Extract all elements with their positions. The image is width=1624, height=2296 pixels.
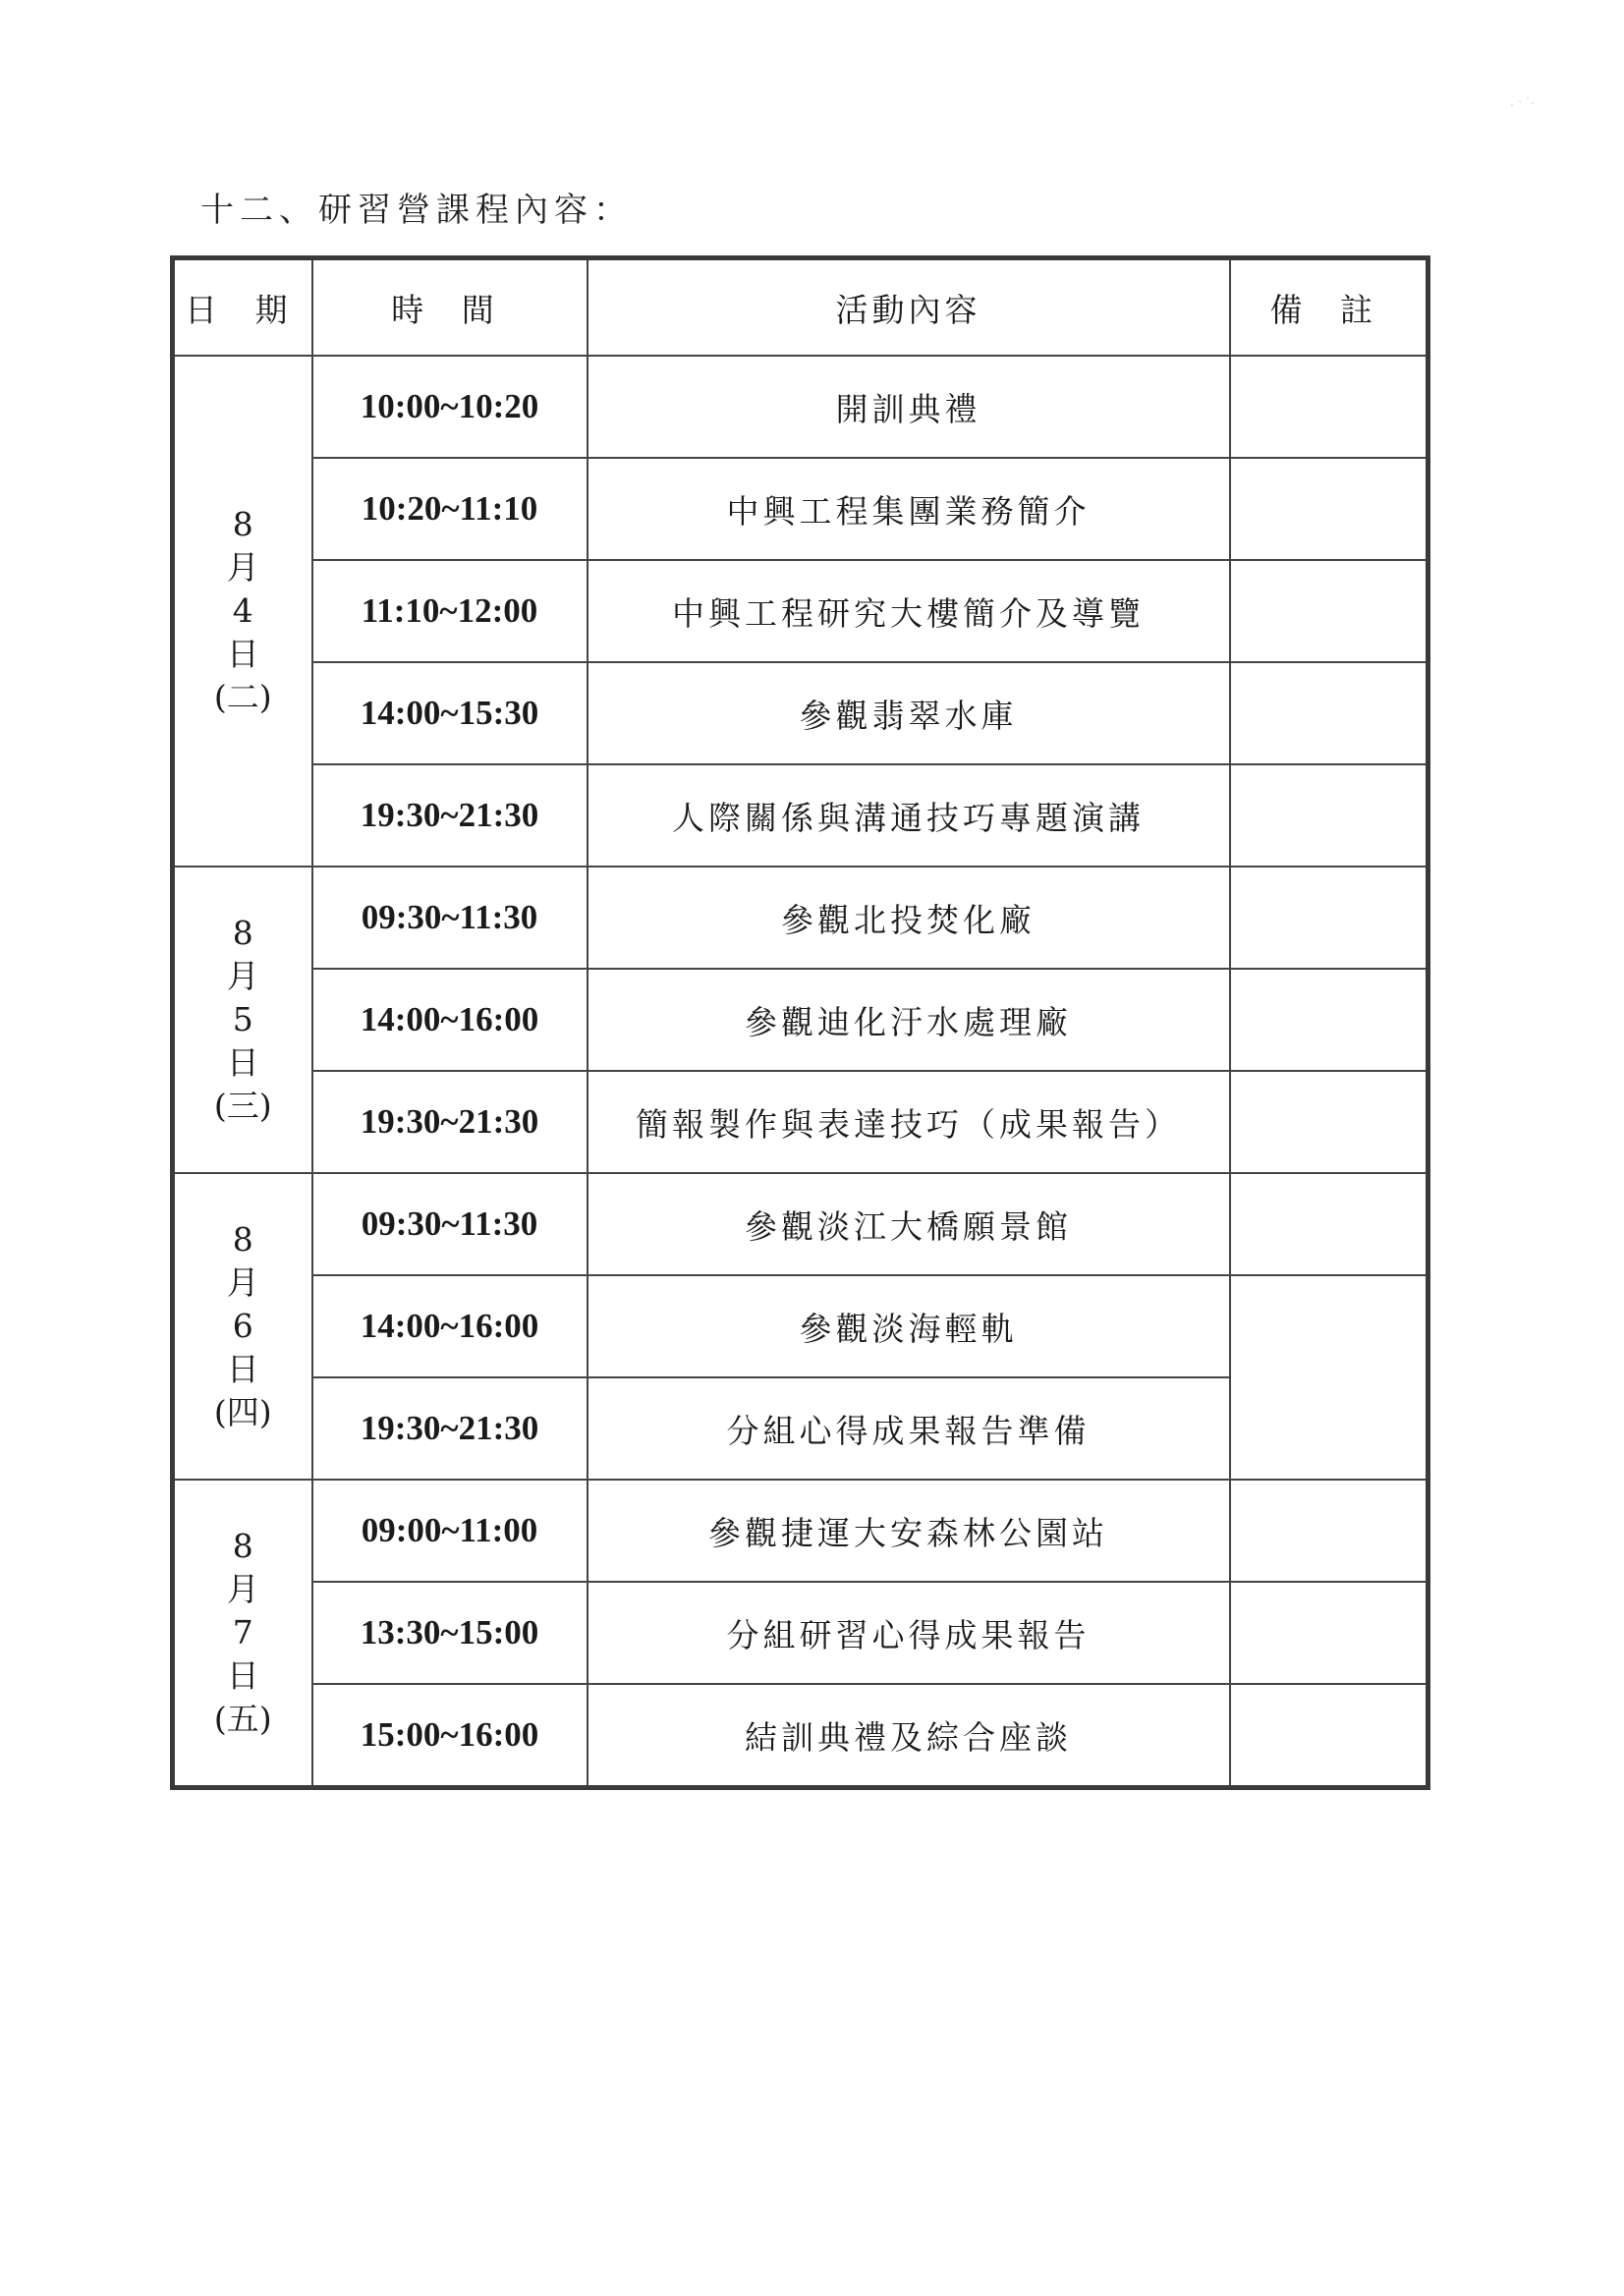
activity-cell: 參觀翡翠水庫 bbox=[588, 662, 1230, 764]
time-cell: 10:00~10:20 bbox=[312, 356, 588, 458]
activity-cell: 參觀淡江大橋願景館 bbox=[588, 1173, 1230, 1275]
note-cell bbox=[1230, 867, 1428, 969]
table-row bbox=[173, 662, 1428, 764]
time-cell: 13:30~15:00 bbox=[312, 1582, 588, 1684]
table-row bbox=[173, 969, 1428, 1071]
activity-cell: 中興工程研究大樓簡介及導覽 bbox=[588, 560, 1230, 662]
table-row bbox=[173, 1071, 1428, 1173]
note-cell bbox=[1230, 1173, 1428, 1275]
time-cell: 15:00~16:00 bbox=[312, 1684, 588, 1788]
header-activity: 活動內容 bbox=[588, 258, 1230, 357]
note-cell bbox=[1230, 1071, 1428, 1173]
time-cell: 14:00~16:00 bbox=[312, 969, 588, 1071]
time-cell: 09:30~11:30 bbox=[312, 1173, 588, 1275]
date-cell-aug-5: 8 月 5 日 (三) bbox=[173, 867, 312, 1173]
table-row bbox=[173, 1275, 1428, 1377]
header-date: 日 期 bbox=[173, 258, 312, 357]
time-cell: 19:30~21:30 bbox=[312, 764, 588, 867]
table-row bbox=[173, 458, 1428, 560]
scan-noise-mark bbox=[1508, 93, 1536, 111]
activity-cell: 結訓典禮及綜合座談 bbox=[588, 1684, 1230, 1788]
note-cell bbox=[1230, 764, 1428, 867]
note-cell bbox=[1230, 1480, 1428, 1582]
header-time: 時 間 bbox=[312, 258, 588, 357]
time-cell: 10:20~11:10 bbox=[312, 458, 588, 560]
time-cell: 14:00~16:00 bbox=[312, 1275, 588, 1377]
note-cell bbox=[1230, 1582, 1428, 1684]
date-cell-aug-7: 8 月 7 日 (五) bbox=[173, 1480, 312, 1788]
activity-cell: 參觀北投焚化廠 bbox=[588, 867, 1230, 969]
activity-cell: 分組心得成果報告準備 bbox=[588, 1377, 1230, 1480]
activity-cell: 人際關係與溝通技巧專題演講 bbox=[588, 764, 1230, 867]
note-cell bbox=[1230, 969, 1428, 1071]
activity-cell: 開訓典禮 bbox=[588, 356, 1230, 458]
time-cell: 09:00~11:00 bbox=[312, 1480, 588, 1582]
activity-cell: 分組研習心得成果報告 bbox=[588, 1582, 1230, 1684]
activity-cell: 參觀淡海輕軌 bbox=[588, 1275, 1230, 1377]
table-row bbox=[173, 1480, 1428, 1582]
time-cell: 19:30~21:30 bbox=[312, 1377, 588, 1480]
header-note: 備 註 bbox=[1230, 258, 1428, 357]
table-row bbox=[173, 1173, 1428, 1275]
time-cell: 11:10~12:00 bbox=[312, 560, 588, 662]
course-schedule-table bbox=[170, 255, 1430, 1790]
table-row bbox=[173, 1684, 1428, 1788]
table-row bbox=[173, 560, 1428, 662]
activity-cell: 簡報製作與表達技巧（成果報告） bbox=[588, 1071, 1230, 1173]
table-row bbox=[173, 1582, 1428, 1684]
activity-cell: 中興工程集團業務簡介 bbox=[588, 458, 1230, 560]
note-cell bbox=[1230, 560, 1428, 662]
table-row bbox=[173, 764, 1428, 867]
table-header-row bbox=[173, 258, 1428, 357]
page-heading: 十二、研習營課程內容： bbox=[200, 191, 633, 230]
table-row bbox=[173, 356, 1428, 458]
note-cell bbox=[1230, 1684, 1428, 1788]
date-cell-aug-6: 8 月 6 日 (四) bbox=[173, 1173, 312, 1480]
date-cell-aug-4: 8 月 4 日 (二) bbox=[173, 356, 312, 867]
note-cell bbox=[1230, 662, 1428, 764]
time-cell: 09:30~11:30 bbox=[312, 867, 588, 969]
activity-cell: 參觀迪化汙水處理廠 bbox=[588, 969, 1230, 1071]
note-cell bbox=[1230, 356, 1428, 458]
time-cell: 19:30~21:30 bbox=[312, 1071, 588, 1173]
note-cell-merged bbox=[1230, 1275, 1428, 1480]
activity-cell: 參觀捷運大安森林公園站 bbox=[588, 1480, 1230, 1582]
table-row bbox=[173, 867, 1428, 969]
note-cell bbox=[1230, 458, 1428, 560]
time-cell: 14:00~15:30 bbox=[312, 662, 588, 764]
